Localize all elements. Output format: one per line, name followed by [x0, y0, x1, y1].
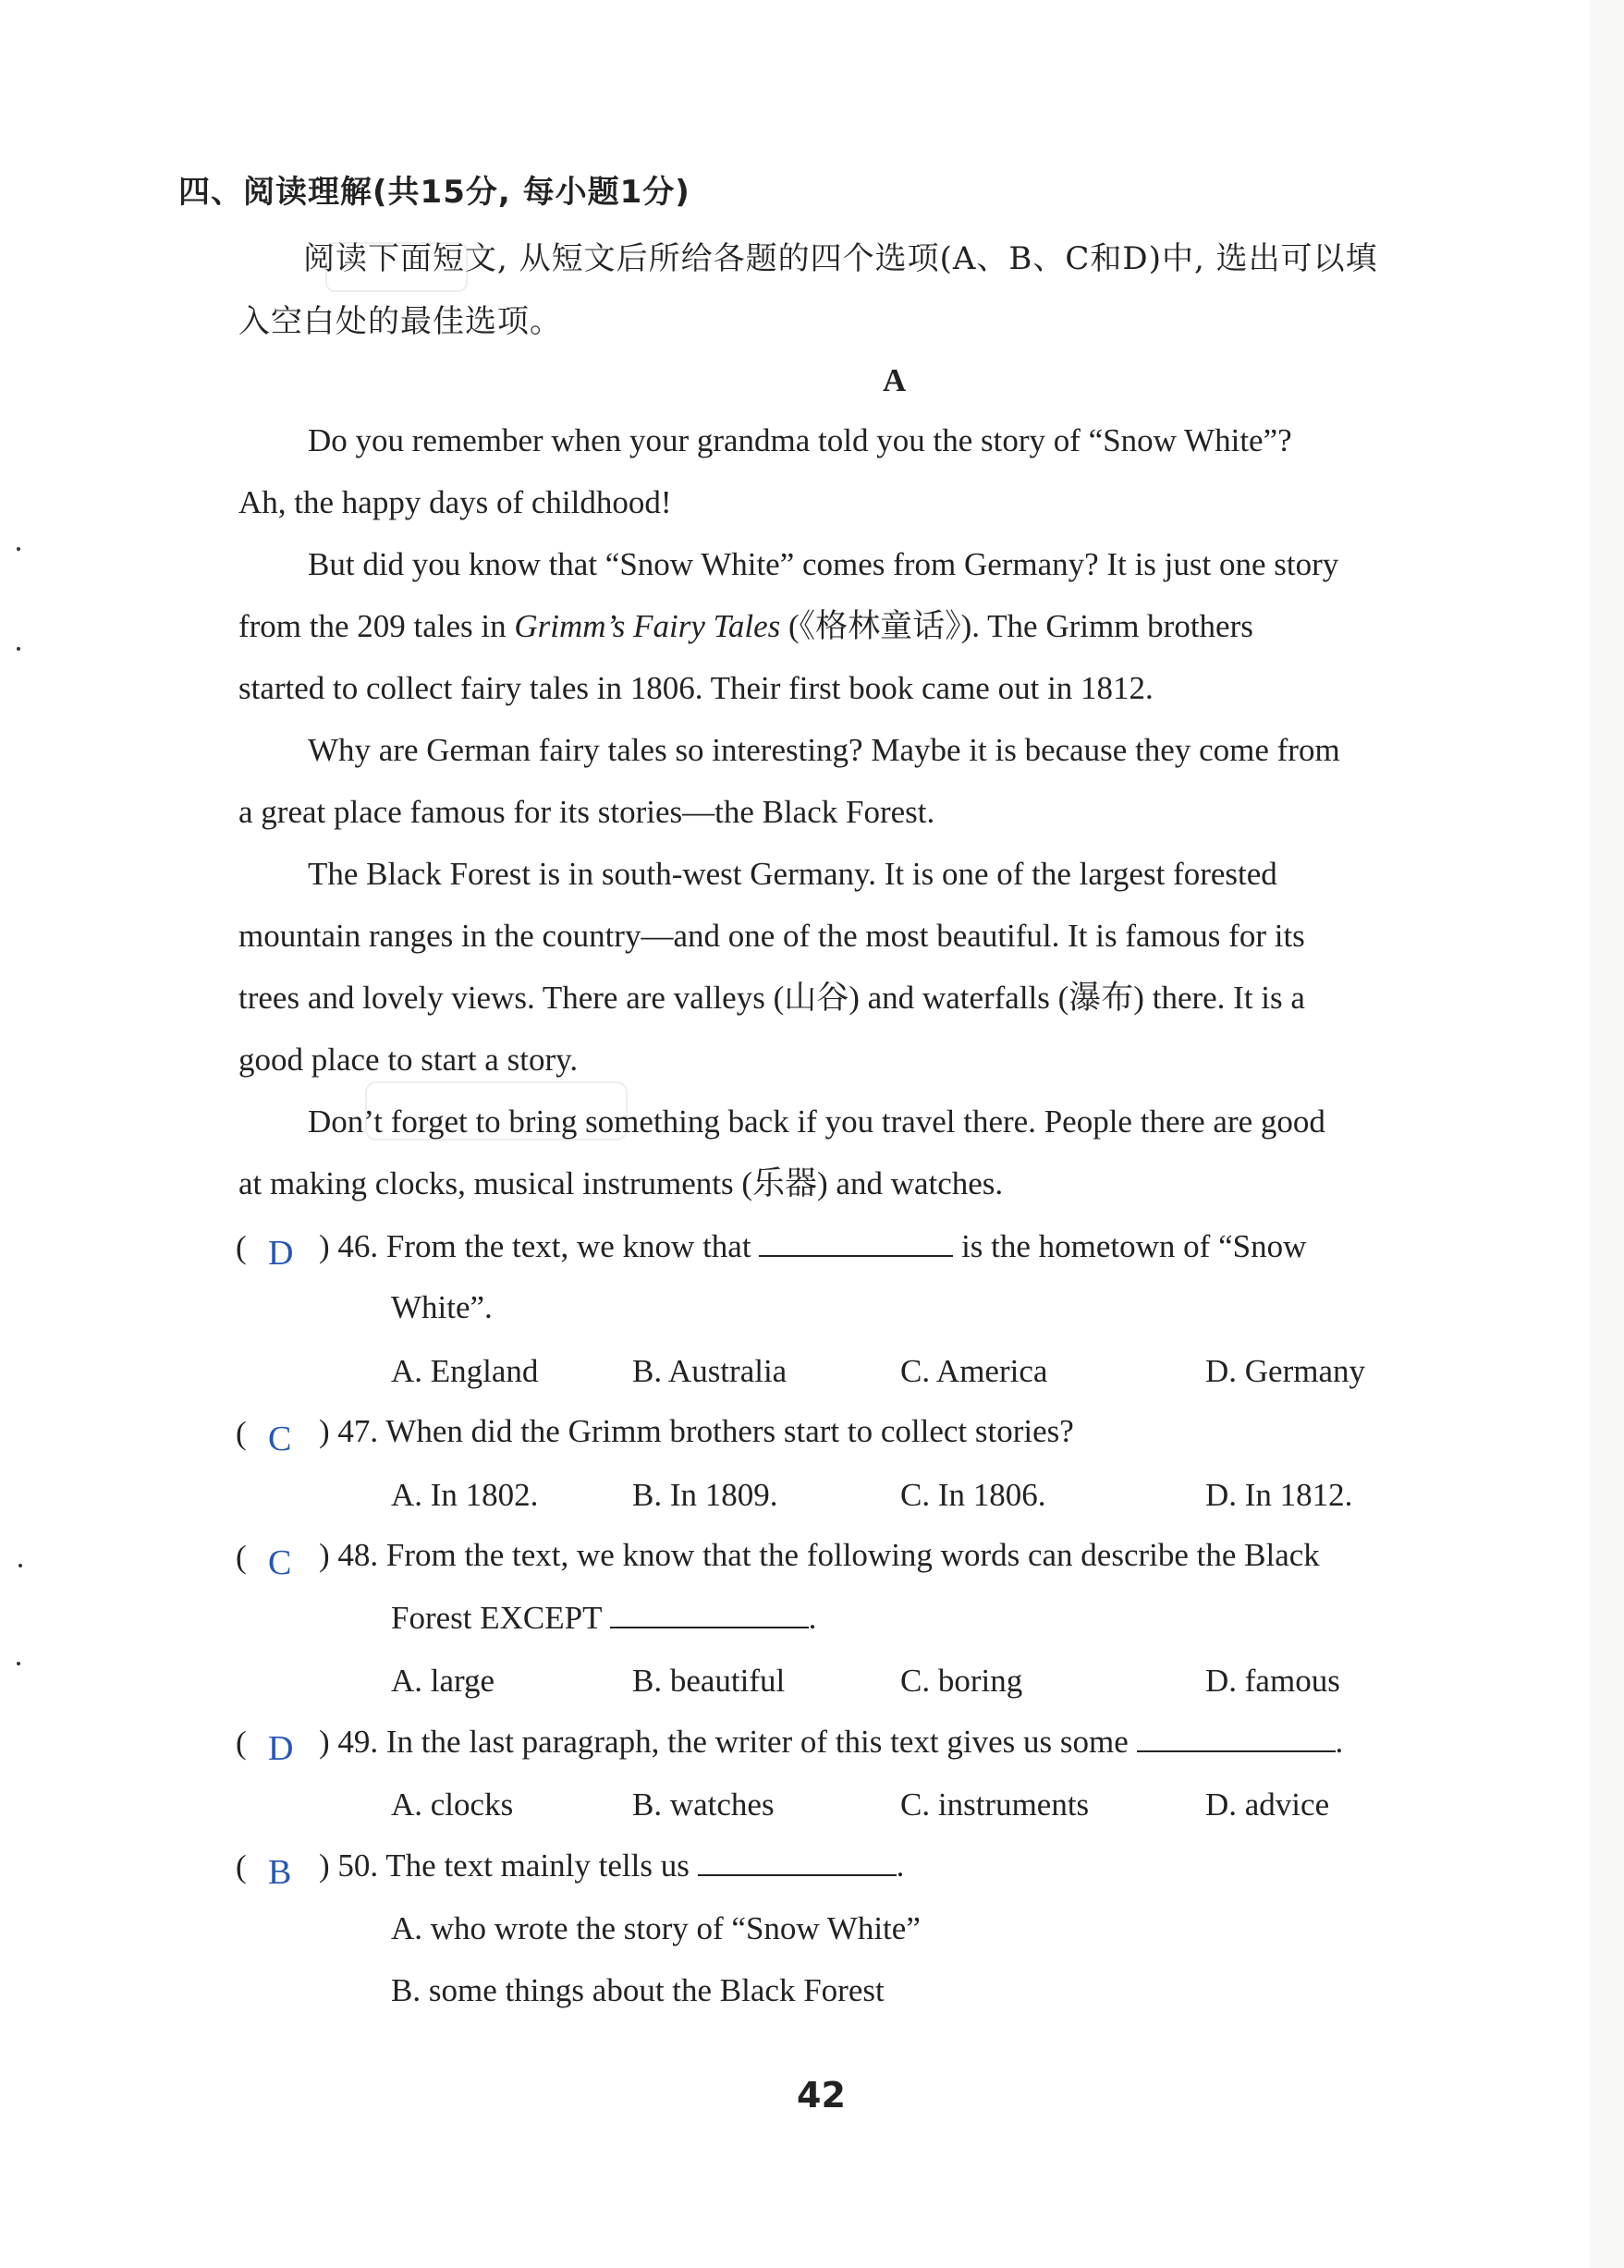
question-number: 46.	[337, 1228, 379, 1264]
stem-before: When did the Grimm brothers start to collect stories?	[385, 1413, 1074, 1449]
answer-49[interactable]: D	[268, 1729, 294, 1768]
option-c: C. boring	[900, 1663, 1023, 1699]
passage-line: But did you know that “Snow White” comes from Germany? It is just one story	[308, 546, 1339, 582]
page-number: 42	[797, 2075, 846, 2116]
question-number: 50.	[337, 1847, 379, 1884]
option-b: B. Australia	[632, 1353, 788, 1389]
option-d: D. famous	[1205, 1663, 1340, 1699]
question-48-stem-line2	[391, 1601, 816, 1634]
option-b: B. some things about the Black Forest	[391, 1972, 885, 2008]
option-a: A. England	[391, 1353, 539, 1389]
passage-line: Ah, the happy days of childhood!	[238, 484, 672, 520]
instruction-line-2: 入空白处的最佳选项。	[238, 303, 562, 340]
section-title: 四、阅读理解(共15分, 每小题1分)	[178, 174, 690, 211]
option-d: D. Germany	[1205, 1353, 1366, 1389]
scan-mark	[17, 647, 20, 651]
question-48-stem: ) 48. From the text, we know that the following words can describe the Black	[319, 1537, 1320, 1573]
passage-line: Do you remember when your grandma told you the story of “Snow White”?	[308, 422, 1292, 458]
grimm-prefix: from the 209 tales in	[238, 608, 515, 644]
stem-before: From the text, we know that the following words can describe the Black	[385, 1537, 1320, 1573]
stem-line2: Forest EXCEPT	[391, 1600, 602, 1636]
scan-mark	[17, 1662, 20, 1665]
passage-label: A	[883, 362, 907, 398]
option-d: D. advice	[1205, 1786, 1330, 1823]
passage-line: trees and lovely views. There are valleys (山谷) and waterfalls (瀑布) there. It is a	[238, 980, 1305, 1016]
answer-blank	[759, 1229, 953, 1257]
passage-line: Why are German fairy tales so interesting? Maybe it is because they come from	[308, 732, 1340, 768]
question-number: 49.	[337, 1724, 379, 1760]
passage-line: a great place famous for its stories—the Black Forest.	[238, 794, 935, 830]
answer-blank	[698, 1848, 897, 1876]
question-number: 47.	[337, 1413, 379, 1449]
answer-50[interactable]: B	[268, 1853, 292, 1892]
answer-bracket-open: (	[236, 1725, 247, 1761]
answer-blank	[1137, 1725, 1336, 1752]
scan-mark	[17, 547, 20, 551]
answer-47[interactable]: C	[268, 1420, 292, 1458]
stem-before: In the last paragraph, the writer of this text gives us some	[385, 1724, 1129, 1760]
answer-46[interactable]: D	[268, 1234, 294, 1273]
option-d: D. In 1812.	[1205, 1477, 1353, 1513]
question-49-stem: ) 49. In the last paragraph, the writer of this text gives us some .	[319, 1724, 1344, 1760]
passage-line: good place to start a story.	[238, 1042, 579, 1078]
scan-mark	[18, 1564, 22, 1567]
option-b: B. In 1809.	[632, 1477, 778, 1513]
stem-after: is the hometown of “Snow	[961, 1228, 1307, 1264]
question-number: 48.	[337, 1537, 379, 1573]
watermark-stamp	[325, 242, 468, 292]
grimm-suffix: (《格林童话》). The Grimm brothers	[780, 608, 1253, 644]
passage-line: mountain ranges in the country—and one of the most beautiful. It is famous for its	[238, 918, 1305, 954]
passage-line: The Black Forest is in south-west Germany. It is one of the largest forested	[308, 856, 1277, 892]
answer-bracket-open: (	[236, 1848, 247, 1884]
answer-blank	[610, 1601, 809, 1628]
question-46-stem: ) 46. From the text, we know that is the hometown of “Snow	[319, 1228, 1307, 1264]
option-a: A. In 1802.	[391, 1477, 539, 1513]
answer-bracket-open: (	[236, 1539, 247, 1575]
question-46-stem-line2: White”.	[391, 1289, 493, 1325]
option-b: B. watches	[632, 1786, 775, 1823]
stem-end: .	[1335, 1724, 1344, 1760]
stem-before: From the text, we know that	[385, 1228, 751, 1264]
passage-line: Don’t forget to bring something back if you travel there. People there are good	[308, 1104, 1325, 1140]
option-b: B. beautiful	[632, 1663, 786, 1699]
option-c: C. In 1806.	[900, 1477, 1046, 1513]
answer-48[interactable]: C	[268, 1543, 292, 1582]
option-c: C. America	[900, 1353, 1048, 1389]
option-a: A. clocks	[391, 1786, 514, 1823]
answer-bracket-open: (	[236, 1229, 247, 1265]
stem-end: .	[808, 1600, 817, 1636]
book-title: Grimm’s Fairy Tales	[514, 608, 781, 644]
passage-line: started to collect fairy tales in 1806. Their first book came out in 1812.	[238, 670, 1154, 706]
question-50-stem: ) 50. The text mainly tells us .	[319, 1847, 905, 1884]
stem-before: The text mainly tells us	[385, 1847, 690, 1884]
option-a: A. large	[391, 1663, 495, 1699]
passage-line: at making clocks, musical instruments (乐器) and watches.	[238, 1165, 1004, 1201]
answer-bracket-open: (	[236, 1415, 247, 1451]
stem-end: .	[896, 1847, 905, 1884]
option-c: C. instruments	[900, 1786, 1090, 1823]
question-47-stem: ) 47. When did the Grimm brothers start to collect stories?	[319, 1413, 1074, 1449]
passage-line-grimm	[238, 610, 1253, 642]
instruction-line-1: 阅读下面短文, 从短文后所给各题的四个选项(A、B、C和D)中, 选出可以填	[303, 240, 1378, 277]
option-a: A. who wrote the story of “Snow White”	[391, 1910, 921, 1946]
watermark-stamp	[365, 1081, 628, 1140]
